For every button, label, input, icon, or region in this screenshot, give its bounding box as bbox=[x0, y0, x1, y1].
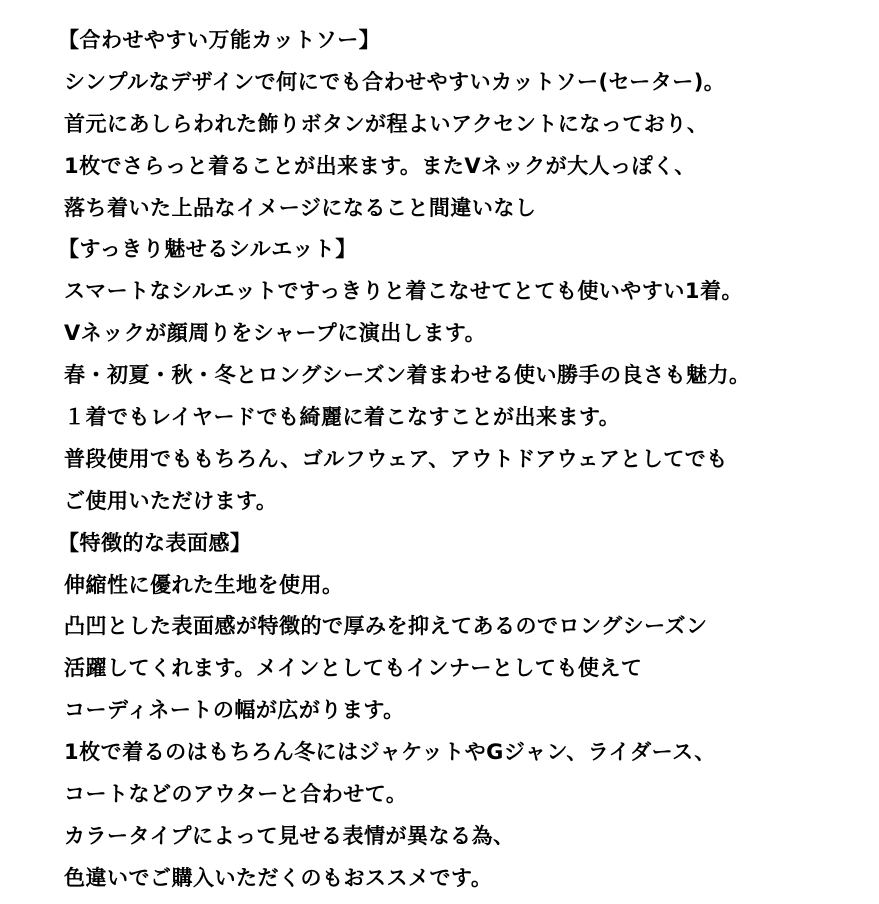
description-line: 色違いでご購入いただくのもおススメです。 bbox=[64, 865, 493, 890]
section-heading: 【すっきり魅せるシルエット】 bbox=[58, 237, 357, 262]
description-line: スマートなシルエットですっきりと着こなせてとても使いやすい1着。 bbox=[64, 279, 743, 304]
description-line: 春・初夏・秋・冬とロングシーズン着まわせる使い勝手の良さも魅力。 bbox=[64, 363, 751, 388]
section-heading: 【合わせやすい万能カットソー】 bbox=[58, 28, 381, 52]
description-line: 落ち着いた上品なイメージになること間違いなし bbox=[64, 195, 537, 220]
description-line: 活躍してくれます。メインとしてもインナーとしても使えて bbox=[64, 656, 643, 681]
description-line: 1枚で着るのはもちろん冬にはジャケットやGジャン、ライダース、 bbox=[64, 740, 716, 765]
description-line: Vネックが顔周りをシャープに演出します。 bbox=[64, 321, 487, 346]
description-line: １着でもレイヤードでも綺麗に着こなすことが出来ます。 bbox=[64, 405, 621, 430]
product-description bbox=[58, 20, 864, 900]
description-line: ご使用いただけます。 bbox=[64, 488, 278, 513]
description-line: 普段使用でももちろん、ゴルフウェア、アウトドアウェアとしてでも bbox=[64, 446, 728, 471]
description-line: 伸縮性に優れた生地を使用。 bbox=[64, 572, 344, 597]
section-heading: 【特徴的な表面感】 bbox=[58, 530, 252, 555]
description-line: カラータイプによって見せる表情が異なる為、 bbox=[64, 823, 515, 848]
description-line: 1枚でさらっと着ることが出来ます。またVネックが大人っぽく、 bbox=[64, 153, 696, 178]
description-line: 凸凹とした表面感が特徴的で厚みを抑えてあるのでロングシーズン bbox=[64, 614, 708, 639]
description-line: シンプルなデザインで何にでも合わせやすいカットソー(セーター)。 bbox=[64, 69, 726, 94]
description-line: コートなどのアウターと合わせて。 bbox=[64, 782, 408, 807]
description-line: 首元にあしらわれた飾りボタンが程よいアクセントになっており、 bbox=[64, 111, 709, 136]
description-line: コーディネートの幅が広がります。 bbox=[64, 698, 405, 723]
